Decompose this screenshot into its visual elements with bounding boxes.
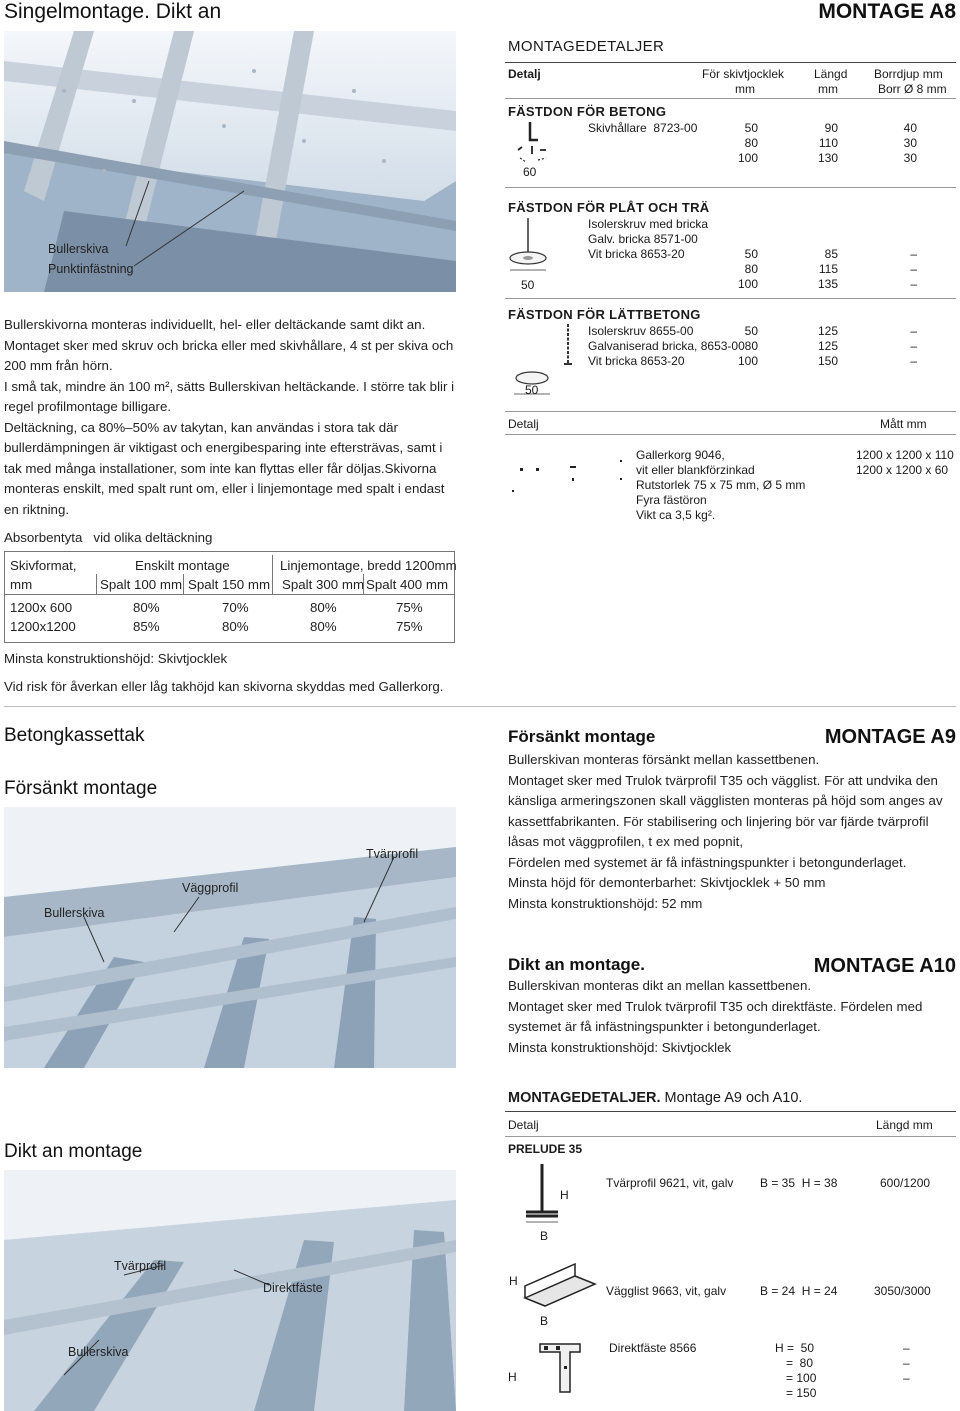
section-betong: FÄSTDON FÖR BETONG	[508, 104, 667, 119]
cell: 50	[744, 121, 758, 135]
a9-title: Försänkt montage	[508, 727, 656, 746]
prelude-label: PRELUDE 35	[508, 1142, 583, 1156]
cell: 80	[744, 136, 758, 150]
latt-item: Galvaniserad bricka, 8653-00	[588, 339, 745, 353]
a9-line: Minsta höjd för demonterbarhet: Skivtjocklek + 50 mm	[508, 875, 826, 890]
cell: 100	[737, 151, 758, 165]
cell: 80	[744, 339, 758, 353]
cell: 90	[824, 121, 838, 135]
direktfaste-dim: H = 50	[775, 1341, 815, 1355]
vagglist-icon	[505, 1256, 605, 1316]
absorb-head-linje: Linjemontage, bredd 1200mm	[280, 558, 457, 573]
gallerkorg-icon	[508, 450, 638, 500]
intro-line: Montaget sker med skruv och bricka eller med skivhållare, 4 st per skiva och	[4, 337, 454, 353]
details-a9-title	[508, 1090, 802, 1106]
cell: –	[910, 324, 917, 338]
callout-bullerskiva: Bullerskiva	[48, 242, 109, 256]
a10-line: Bullerskivan monteras dikt an mellan kassettbenen.	[508, 978, 812, 993]
cell: –	[910, 277, 917, 291]
details-a9-title-rest: Montage A9 och A10.	[660, 1090, 803, 1106]
a10-line: Minsta konstruktionshöjd: Skivtjocklek	[508, 1039, 732, 1055]
intro-line: tak med många installationer, som inte kan flyttas eller får döljas.Skivorna	[4, 460, 437, 476]
col-langd-unit: mm	[818, 82, 838, 96]
vagglist-h: H	[509, 1274, 518, 1288]
diktan-title: Dikt an montage	[4, 1141, 143, 1162]
section-lattbetong: FÄSTDON FÖR LÄTTBETONG	[508, 307, 701, 322]
galler-col-matt: Mått mm	[880, 417, 927, 431]
absorb-cell: 80%	[133, 600, 160, 615]
intro-text	[4, 315, 460, 520]
cell: 115	[818, 262, 838, 276]
absorb-note-2: Vid risk för åverkan eller låg takhöjd kan skivorna skyddas med Gallerkorg.	[4, 679, 444, 694]
absorb-head-skivformat: Skivformat,	[10, 558, 77, 573]
a10-line: systemet är få infästningspunkter i betongunderlaget.	[508, 1019, 821, 1034]
cell: 100	[737, 354, 758, 368]
plat-dim: 50	[521, 278, 535, 292]
galler-line: Gallerkorg 9046,	[636, 448, 725, 462]
a10-text	[508, 976, 958, 1058]
cell: 150	[817, 354, 838, 368]
a9-line: Bullerskivan monteras försänkt mellan kassettbenen.	[508, 752, 820, 767]
cell: 100	[737, 277, 758, 291]
page-title: Singelmontage. Dikt an	[4, 0, 222, 23]
direktfaste-h: H	[508, 1370, 517, 1384]
direktfaste-len: –	[903, 1356, 910, 1370]
cell: 85	[824, 247, 838, 261]
cell: 80	[744, 262, 758, 276]
a9-line: kassettfabrikanten. För stabilisering och linjering bör var fjärde tvärprofil	[508, 813, 929, 829]
a9-line: Montaget sker med Trulok tvärprofil T35 och vägglist. För att undvika den	[508, 772, 938, 788]
cell: 110	[818, 136, 838, 150]
section-plat: FÄSTDON FÖR PLÅT OCH TRÄ	[508, 200, 710, 215]
cell: 135	[817, 277, 838, 291]
direktfaste-dim: = 100	[786, 1371, 817, 1385]
cell: –	[910, 339, 917, 353]
galler-line: vit eller blankförzinkad	[636, 463, 755, 477]
cell: 40	[903, 121, 917, 135]
galler-col-detalj: Detalj	[508, 417, 539, 431]
direktfaste-name: Direktfäste 8566	[609, 1341, 697, 1355]
a10-line: Montaget sker med Trulok tvärprofil T35 och direktfäste. Fördelen med	[508, 998, 923, 1014]
a9-line: känsliga armeringszonen skall vägglisten monteras på höjd som anges av	[508, 793, 943, 808]
callout-bullerskiva-a10: Bullerskiva	[68, 1345, 129, 1359]
intro-line: monteras enskilt, med spalt runt om, eller i linjemontage med spalt i endast	[4, 481, 445, 496]
absorb-head-spalt400: Spalt 400 mm	[366, 577, 449, 592]
callout-direktfaste: Direktfäste	[263, 1281, 323, 1295]
vagglist-b: B	[540, 1314, 549, 1328]
tvarprofil-b: B	[540, 1229, 549, 1243]
intro-line: 200 mm från hörn.	[4, 358, 113, 373]
screw-washer-icon	[506, 214, 550, 276]
col-skivtjocklek: För skivtjocklek	[702, 67, 785, 81]
lattbetong-screw-icon	[508, 320, 578, 402]
cell: 125	[817, 324, 838, 338]
details-a8-title: MONTAGEDETALJER	[508, 38, 665, 55]
absorb-cell: 70%	[222, 600, 249, 615]
direktfaste-dim: = 80	[786, 1356, 814, 1370]
cell: 50	[744, 247, 758, 261]
a10-montage: MONTAGE A10	[813, 955, 956, 977]
intro-line: Bullerskivorna monteras individuellt, hel- eller deltäckande samt dikt an.	[4, 317, 426, 332]
intro-line: en riktning.	[4, 501, 70, 517]
absorb-note-1: Minsta konstruktionshöjd: Skivtjocklek	[4, 651, 228, 666]
absorb-head-spalt100: Spalt 100 mm	[100, 577, 183, 592]
ceiling-photo-a10	[4, 1170, 456, 1411]
betong-item: Skivhållare 8723-00	[588, 121, 698, 135]
vagglist-len: 3050/3000	[874, 1284, 931, 1298]
col-skivtjocklek-unit: mm	[735, 82, 755, 96]
a9-montage: MONTAGE A9	[824, 726, 956, 748]
absorb-cell: 80%	[310, 600, 337, 615]
col-langd: Längd	[814, 67, 848, 81]
cell: 125	[817, 339, 838, 353]
skivhallare-icon	[510, 120, 555, 165]
callout-bullerskiva-a9: Bullerskiva	[44, 906, 105, 920]
intro-line: bullerdämpningen är viktigast och energibesparing inte eftersträvas, samt i	[4, 440, 443, 455]
galler-line: Fyra fästöron	[636, 493, 707, 507]
galler-line: Rutstorlek 75 x 75 mm, Ø 5 mm	[636, 478, 806, 492]
montage-label: MONTAGE A8	[818, 0, 956, 23]
vagglist-dims: B = 24 H = 24	[760, 1284, 838, 1298]
absorb-head-spalt300: Spalt 300 mm	[282, 577, 365, 592]
betong-dim: 60	[523, 165, 537, 179]
direktfaste-len: –	[903, 1341, 910, 1355]
absorb-head-mm: mm	[10, 577, 33, 592]
forsankt-title: Försänkt montage	[4, 778, 158, 799]
galler-size: 1200 x 1200 x 110	[856, 448, 954, 462]
a9-text	[508, 750, 958, 914]
absorb-cell: 75%	[396, 619, 423, 634]
cell: 30	[903, 136, 917, 150]
callout-punktinfastning: Punktinfästning	[48, 262, 134, 276]
plat-item: Galv. bricka 8571-00	[588, 232, 698, 246]
tvarprofil-name: Tvärprofil 9621, vit, galv	[606, 1176, 734, 1190]
absorb-cell: 1200x 600	[10, 600, 73, 615]
absorb-cell: 75%	[396, 600, 423, 615]
cell: –	[910, 354, 917, 368]
a9-line: låsas mot väggprofilen, t ex med popnit,	[508, 834, 744, 849]
galler-line: Vikt ca 3,5 kg².	[636, 508, 716, 522]
tvarprofil-dims: B = 35 H = 38	[760, 1176, 838, 1190]
absorb-head-enskilt: Enskilt montage	[135, 558, 230, 573]
plat-item: Isolerskruv med bricka	[588, 217, 709, 231]
latt-item: Vit bricka 8653-20	[588, 354, 685, 368]
direktfaste-dim: = 150	[786, 1386, 817, 1400]
col-detalj: Detalj	[508, 67, 541, 81]
direktfaste-icon	[520, 1336, 600, 1406]
latt-dim: 50	[525, 383, 539, 397]
col-borrdjup: Borrdjup mm	[874, 67, 943, 81]
absorb-cell: 85%	[133, 619, 160, 634]
cell: –	[910, 247, 917, 261]
absorb-cell: 80%	[310, 619, 337, 634]
intro-line: Deltäckning, ca 80%–50% av takytan, kan användas i stora tak där	[4, 419, 398, 435]
latt-item: Isolerskruv 8655-00	[588, 324, 694, 338]
col-borrdjup-sub: Borr Ø 8 mm	[878, 82, 947, 96]
direktfaste-len: –	[903, 1371, 910, 1385]
a9-col-langd: Längd mm	[876, 1118, 933, 1132]
absorb-cell: 80%	[222, 619, 249, 634]
a9-line: Minsta konstruktionshöjd: 52 mm	[508, 895, 703, 911]
tvarprofil-len: 600/1200	[880, 1176, 931, 1190]
details-a9-title-bold: MONTAGEDETALJER.	[508, 1090, 661, 1106]
absorb-cell: 1200x1200	[10, 619, 76, 634]
intro-line: I små tak, mindre än 100 m², sätts Bullerskivan heltäckande. I större tak blir i	[4, 378, 455, 394]
a9-col-detalj: Detalj	[508, 1118, 539, 1132]
galler-size: 1200 x 1200 x 60	[856, 463, 949, 477]
a9-line: Fördelen med systemet är få infästningspunkter i betongunderlaget.	[508, 854, 907, 870]
cell: –	[910, 262, 917, 276]
intro-line: regel profilmontage billigare.	[4, 399, 172, 414]
absorb-title: Absorbentyta vid olika deltäckning	[4, 530, 213, 545]
callout-tvarprofil-a10: Tvärprofil	[114, 1259, 167, 1273]
plat-item: Vit bricka 8653-20	[588, 247, 685, 261]
cell: 30	[903, 151, 917, 165]
cell: 50	[744, 324, 758, 338]
tvarprofil-h: H	[560, 1188, 569, 1202]
vagglist-name: Vägglist 9663, vit, galv	[606, 1284, 727, 1298]
a10-title: Dikt an montage.	[508, 955, 645, 974]
callout-vaggprofil: Väggprofil	[182, 881, 239, 895]
betong-title: Betongkassettak	[4, 725, 145, 746]
cell: 130	[817, 151, 838, 165]
callout-tvarprofil: Tvärprofil	[366, 847, 419, 861]
absorb-head-spalt150: Spalt 150 mm	[188, 577, 271, 592]
